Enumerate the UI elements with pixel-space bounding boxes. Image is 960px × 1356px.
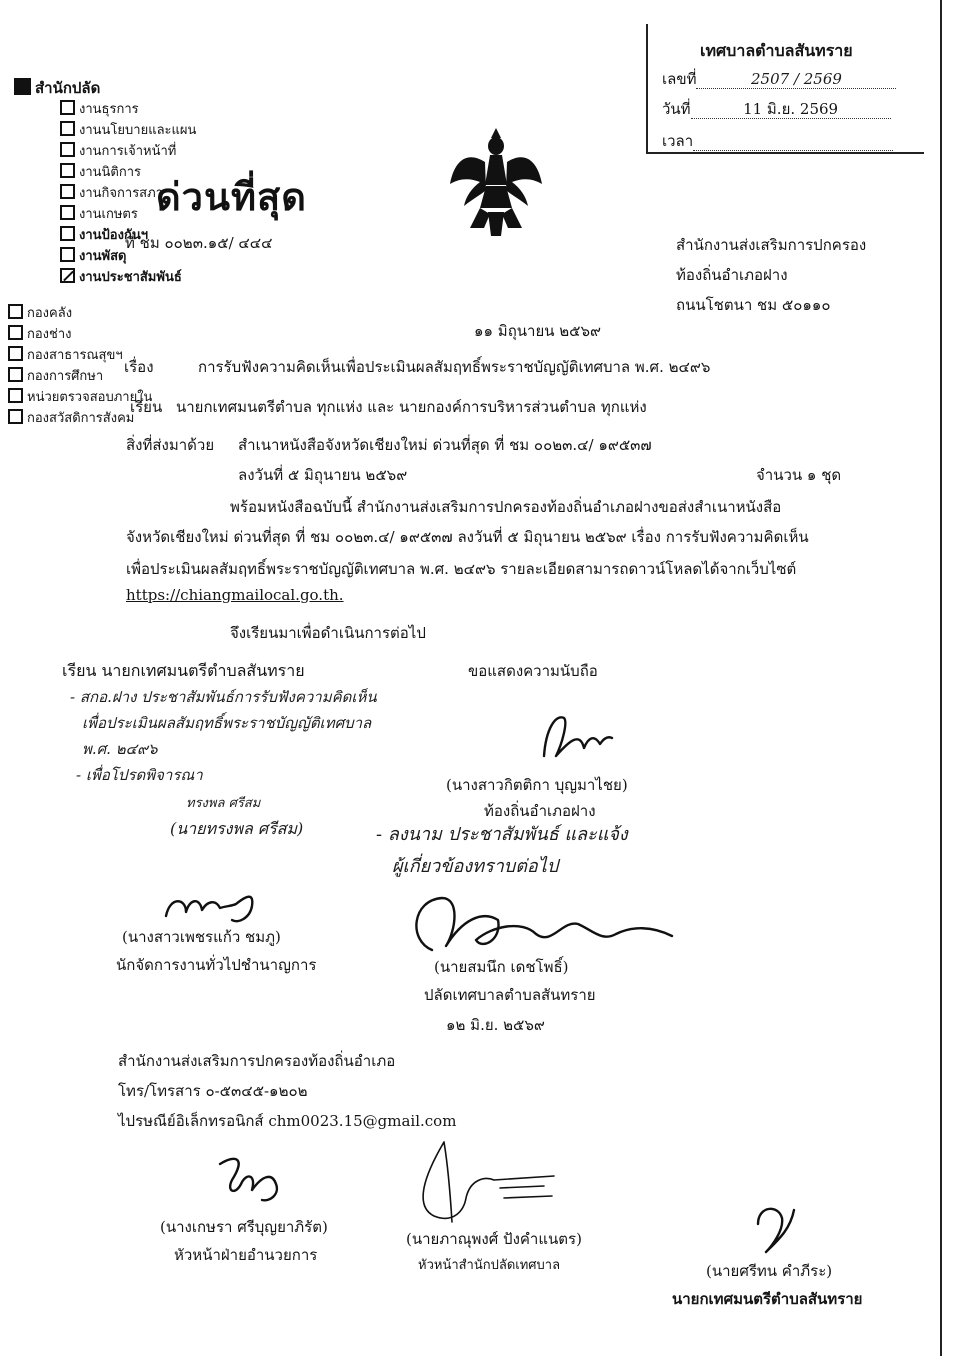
body-line-3: เพื่อประเมินผลสัมฤทธิ์พระราชบัญญัติเทศบาล พ.ศ. ๒๔๙๖ รายละเอียดสามารถดาวน์โหลดได้จากเว็บไซต์ bbox=[126, 560, 797, 578]
receipt-number-label: เลขที่ bbox=[662, 70, 697, 88]
closing-request: จึงเรียนมาเพื่อดำเนินการต่อไป bbox=[230, 624, 426, 642]
checkbox-icon[interactable] bbox=[60, 184, 75, 199]
closing-phrase: ขอแสดงความนับถือ bbox=[468, 662, 598, 680]
enclosure-line-1: สำเนาหนังสือจังหวัดเชียงใหม่ ด่วนที่สุด ที่ ชม ๐๐๒๓.๔/ ๑๙๕๓๗ bbox=[238, 436, 652, 454]
routing-item: งานป้องกันฯ bbox=[60, 226, 196, 247]
office-head-name: (นายภาณุพงศ์ ปังคำแนตร) bbox=[406, 1230, 582, 1248]
to-text: นายกเทศมนตรีตำบล ทุกแห่ง และ นายกองค์การบริหารส่วนตำบล ทุกแห่ง bbox=[176, 398, 647, 416]
signer-name: (นางสาวกิตติกา บุญมาไชย) bbox=[446, 776, 628, 794]
mayor-signature bbox=[748, 1200, 808, 1258]
routing-division: หน่วยตรวจสอบภายใน bbox=[8, 388, 152, 409]
routing-item: งานพัสดุ bbox=[60, 247, 196, 268]
routing-item: งานนโยบายและแผน bbox=[60, 121, 196, 142]
receipt-time-row bbox=[662, 132, 893, 151]
clerk-note-line-2: ผู้เกี่ยวข้องทราบต่อไป bbox=[392, 856, 559, 877]
receipt-number-row bbox=[662, 70, 896, 89]
receipt-date-row bbox=[662, 100, 891, 119]
receipt-date-value: 11 มิ.ย. 2569 bbox=[691, 100, 891, 119]
checkbox-icon[interactable] bbox=[8, 325, 23, 340]
subject-label: เรื่อง bbox=[124, 358, 154, 376]
routing-item: งานเกษตร bbox=[60, 205, 196, 226]
routing-item: งานนิติการ bbox=[60, 163, 196, 184]
checkbox-icon[interactable] bbox=[60, 142, 75, 157]
routing-item: งานธุรการ bbox=[60, 100, 196, 121]
minutes-note-line-3: พ.ศ. ๒๔๙๖ bbox=[82, 740, 158, 758]
signer-position: ท้องถิ่นอำเภอฝาง bbox=[484, 802, 596, 820]
receipt-office: เทศบาลตำบลสันทราย bbox=[700, 41, 853, 60]
clerk-note-line-1: - ลงนาม ประชาสัมพันธ์ และแจ้ง bbox=[376, 824, 628, 845]
receipt-time-label: เวลา bbox=[662, 132, 694, 150]
routing-item: งานการเจ้าหน้าที่ bbox=[60, 142, 196, 163]
receipt-date-label: วันที่ bbox=[662, 100, 691, 118]
noter-signature-text: ทรงพล ศรีสม bbox=[186, 796, 261, 811]
minutes-note-line-4: - เพื่อโปรดพิจารณา bbox=[76, 766, 203, 784]
sender-office-line-2: ท้องถิ่นอำเภอฝาง bbox=[676, 266, 788, 284]
routing-item: งานกิจการสภา bbox=[60, 184, 196, 205]
routing-division: กองช่าง bbox=[8, 325, 152, 346]
checkbox-icon[interactable] bbox=[8, 388, 23, 403]
checkbox-icon[interactable] bbox=[8, 367, 23, 382]
deputy-signature bbox=[402, 890, 682, 960]
routing-item: งานประชาสัมพันธ์ bbox=[60, 268, 196, 289]
officer-position: นักจัดการงานทั่วไปชำนาญการ bbox=[116, 956, 317, 974]
body-line-1: พร้อมหนังสือฉบับนี้ สำนักงานส่งเสริมการปกครองท้องถิ่นอำเภอฝางขอส่งสำเนาหนังสือ bbox=[230, 498, 782, 516]
checkbox-icon[interactable] bbox=[60, 100, 75, 115]
minutes-to-line: เรียน นายกเทศมนตรีตำบลสันทราย bbox=[62, 661, 305, 680]
checked-checkbox-icon[interactable] bbox=[60, 268, 75, 283]
office-head-position: หัวหน้าสำนักปลัดเทศบาล bbox=[418, 1258, 561, 1273]
noter-name: (นายทรงพล ศรีสม) bbox=[170, 819, 304, 838]
enclosure-line-2: ลงวันที่ ๕ มิถุนายน ๒๕๖๙ bbox=[238, 466, 408, 484]
minutes-note-line-1: - สกอ.ฝาง ประชาสัมพันธ์การรับฟังความคิดเห็น bbox=[70, 688, 377, 706]
checkbox-icon[interactable] bbox=[60, 226, 75, 241]
page-edge-line bbox=[940, 0, 942, 1356]
admin-head-name: (นางเกษรา ศรีบุญยาภิรัต) bbox=[160, 1218, 328, 1236]
sender-office-line-3: ถนนโชตนา ชม ๕๐๑๑๐ bbox=[676, 296, 831, 314]
routing-division: กองคลัง bbox=[8, 304, 152, 325]
deputy-date: ๑๒ มิ.ย. ๒๕๖๙ bbox=[446, 1016, 545, 1034]
checkbox-icon[interactable] bbox=[60, 205, 75, 220]
footer-office: สำนักงานส่งเสริมการปกครองท้องถิ่นอำเภอ bbox=[118, 1052, 396, 1070]
document-number: ที่ ชม ๐๐๒๓.๑๕/ ๔๔๔ bbox=[125, 234, 273, 252]
to-label: เรียน bbox=[130, 398, 163, 416]
checkbox-icon[interactable] bbox=[14, 78, 31, 95]
deputy-name: (นายสมนึก เดชโพธิ์) bbox=[434, 958, 569, 976]
mayor-name: (นายศรีทน คำภีระ) bbox=[706, 1262, 833, 1280]
officer-signature bbox=[156, 876, 276, 932]
download-link[interactable]: https://chiangmailocal.go.th. bbox=[126, 586, 344, 604]
admin-head-signature bbox=[206, 1150, 296, 1214]
deputy-position: ปลัดเทศบาลตำบลสันทราย bbox=[424, 986, 596, 1004]
checkbox-icon[interactable] bbox=[60, 121, 75, 136]
office-head-signature bbox=[404, 1136, 574, 1228]
checkbox-icon[interactable] bbox=[8, 409, 23, 424]
enclosure-label: สิ่งที่ส่งมาด้วย bbox=[126, 436, 215, 454]
checkbox-icon[interactable] bbox=[8, 304, 23, 319]
receipt-number-value: 2507 / 2569 bbox=[696, 70, 896, 89]
routing-division: กองการศึกษา bbox=[8, 367, 152, 388]
admin-head-position: หัวหน้าฝ่ายอำนวยการ bbox=[174, 1246, 318, 1264]
minutes-note-line-2: เพื่อประเมินผลสัมฤทธิ์พระราชบัญญัติเทศบาล bbox=[82, 714, 372, 732]
signer-signature bbox=[536, 708, 616, 768]
routing-division: กองสวัสดิการสังคม bbox=[8, 409, 152, 430]
routing-header: สำนักปลัด bbox=[14, 78, 100, 97]
routing-division: กองสาธารณสุขฯ bbox=[8, 346, 152, 367]
mayor-position: นายกเทศมนตรีตำบลสันทราย bbox=[672, 1290, 863, 1308]
body-line-2: จังหวัดเชียงใหม่ ด่วนที่สุด ที่ ชม ๐๐๒๓.๔/ ๑๙๕๓๗ ลงวันที่ ๕ มิถุนายน ๒๕๖๙ เรื่อง การรับฟังความคิดเห็น bbox=[126, 528, 809, 546]
officer-name: (นางสาวเพชรแก้ว ชมภู) bbox=[122, 928, 281, 946]
footer-tel: โทร/โทรสาร ๐-๕๓๔๕-๑๒๐๒ bbox=[118, 1082, 308, 1100]
checkbox-icon[interactable] bbox=[60, 247, 75, 262]
urgency-stamp: ด่วนที่สุด bbox=[156, 175, 307, 219]
subject-text: การรับฟังความคิดเห็นเพื่อประเมินผลสัมฤทธิ์พระราชบัญญัติเทศบาล พ.ศ. ๒๔๙๖ bbox=[198, 358, 711, 376]
letter-date: ๑๑ มิถุนายน ๒๕๖๙ bbox=[474, 322, 602, 340]
enclosure-quantity: จำนวน ๑ ชุด bbox=[756, 466, 842, 484]
checkbox-icon[interactable] bbox=[8, 346, 23, 361]
checkbox-icon[interactable] bbox=[60, 163, 75, 178]
garuda-emblem-icon bbox=[446, 122, 546, 242]
sender-office-line-1: สำนักงานส่งเสริมการปกครอง bbox=[676, 236, 867, 254]
footer-email: ไปรษณีย์อิเล็กทรอนิกส์ chm0023.15@gmail.com bbox=[118, 1112, 457, 1130]
